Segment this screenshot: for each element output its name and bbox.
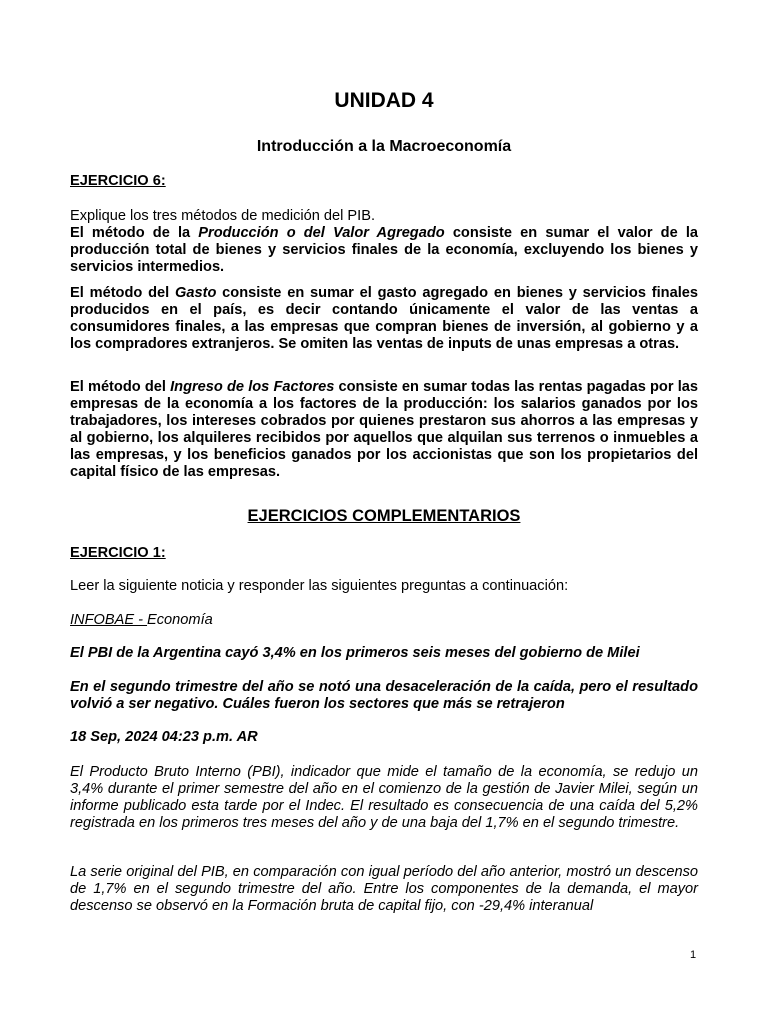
news-headline: El PBI de la Argentina cayó 3,4% en los primeros seis meses del gobierno de Milei: [70, 645, 640, 661]
news-subheadline: En el segundo trimestre del año se notó una desaceleración de la caída, pero el resultado volvió a ser negativo. Cuáles fueron los sectores que más se retrajeron: [70, 679, 698, 712]
method-income-term: Ingreso de los Factores: [170, 379, 335, 395]
news-paragraph-2: La serie original del PIB, en comparación con igual período del año anterior, mostró un descenso de 1,7% en el segundo trimestre del año. Entre los componentes de la demanda, el mayor descenso se observó en la Formación bruta de capital fijo, con -29,4% interanual: [70, 864, 698, 914]
method-expenditure-paragraph: [70, 285, 698, 353]
method-production-lead: El método de la: [70, 225, 199, 241]
news-paragraph-1: El Producto Bruto Interno (PBI), indicador que mide el tamaño de la economía, se redujo un 3,4% durante el primer semestre del año en el comienzo de la gestión de Javier Milei, según un informe publicado esta tarde por el Indec. El resultado es consecuencia de una caída del 5,2% registrada en los primeros tres meses del año y de una baja del 1,7% en el segundo trimestre.: [70, 764, 698, 831]
method-production-term: Producción o del Valor Agregado: [198, 225, 445, 241]
news-source-section: Economía: [147, 612, 213, 628]
document-page: [70, 0, 698, 1024]
method-income-lead: El método del: [70, 379, 171, 395]
page-number: 1: [690, 949, 697, 961]
ejercicio-6-question: Explique los tres métodos de medición del PIB.: [70, 208, 376, 224]
ejercicio-1-heading: EJERCICIO 1:: [70, 545, 166, 561]
method-expenditure-term: Gasto: [175, 285, 217, 301]
method-expenditure-lead: El método del: [70, 285, 176, 301]
news-date: 18 Sep, 2024 04:23 p.m. AR: [70, 729, 258, 745]
complementarios-heading: EJERCICIOS COMPLEMENTARIOS: [247, 507, 521, 525]
method-income-paragraph: [70, 379, 698, 481]
method-production-text: consiste en sumar el valor de la producción total de bienes y servicios finales de la economía, excluyendo los bienes y servicios intermedios.: [70, 225, 698, 275]
method-production-paragraph: [70, 225, 698, 276]
ejercicio-6-heading: EJERCICIO 6:: [70, 173, 166, 189]
document-title: UNIDAD 4: [334, 89, 434, 112]
news-source: [70, 612, 698, 629]
news-instruction: Leer la siguiente noticia y responder las siguientes preguntas a continuación:: [70, 578, 569, 594]
news-source-name: INFOBAE -: [70, 612, 148, 628]
document-subtitle: Introducción a la Macroeconomía: [256, 138, 512, 155]
method-income-text: consiste en sumar todas las rentas pagadas por las empresas de la economía a los factores de la producción: los salarios ganados por los trabajadores, los intereses cobrados por quienes prestaron sus ahorros a las empresas y al gobierno, los alquileres recibidos por aquellos que alquilan sus terrenos o inmuebles a las empresas, y los beneficios ganados por los accionistas que son los propietarios del capital físico de las empresas.: [70, 379, 698, 480]
method-expenditure-text: consiste en sumar el gasto agregado en bienes y servicios finales producidos en el país, es decir contando únicamente el valor de las ventas a consumidores finales, a las empresas que compran bienes de inversión, al gobierno y a los compradores extranjeros. Se omiten las ventas de inputs de unas empresas a otras.: [70, 285, 699, 352]
